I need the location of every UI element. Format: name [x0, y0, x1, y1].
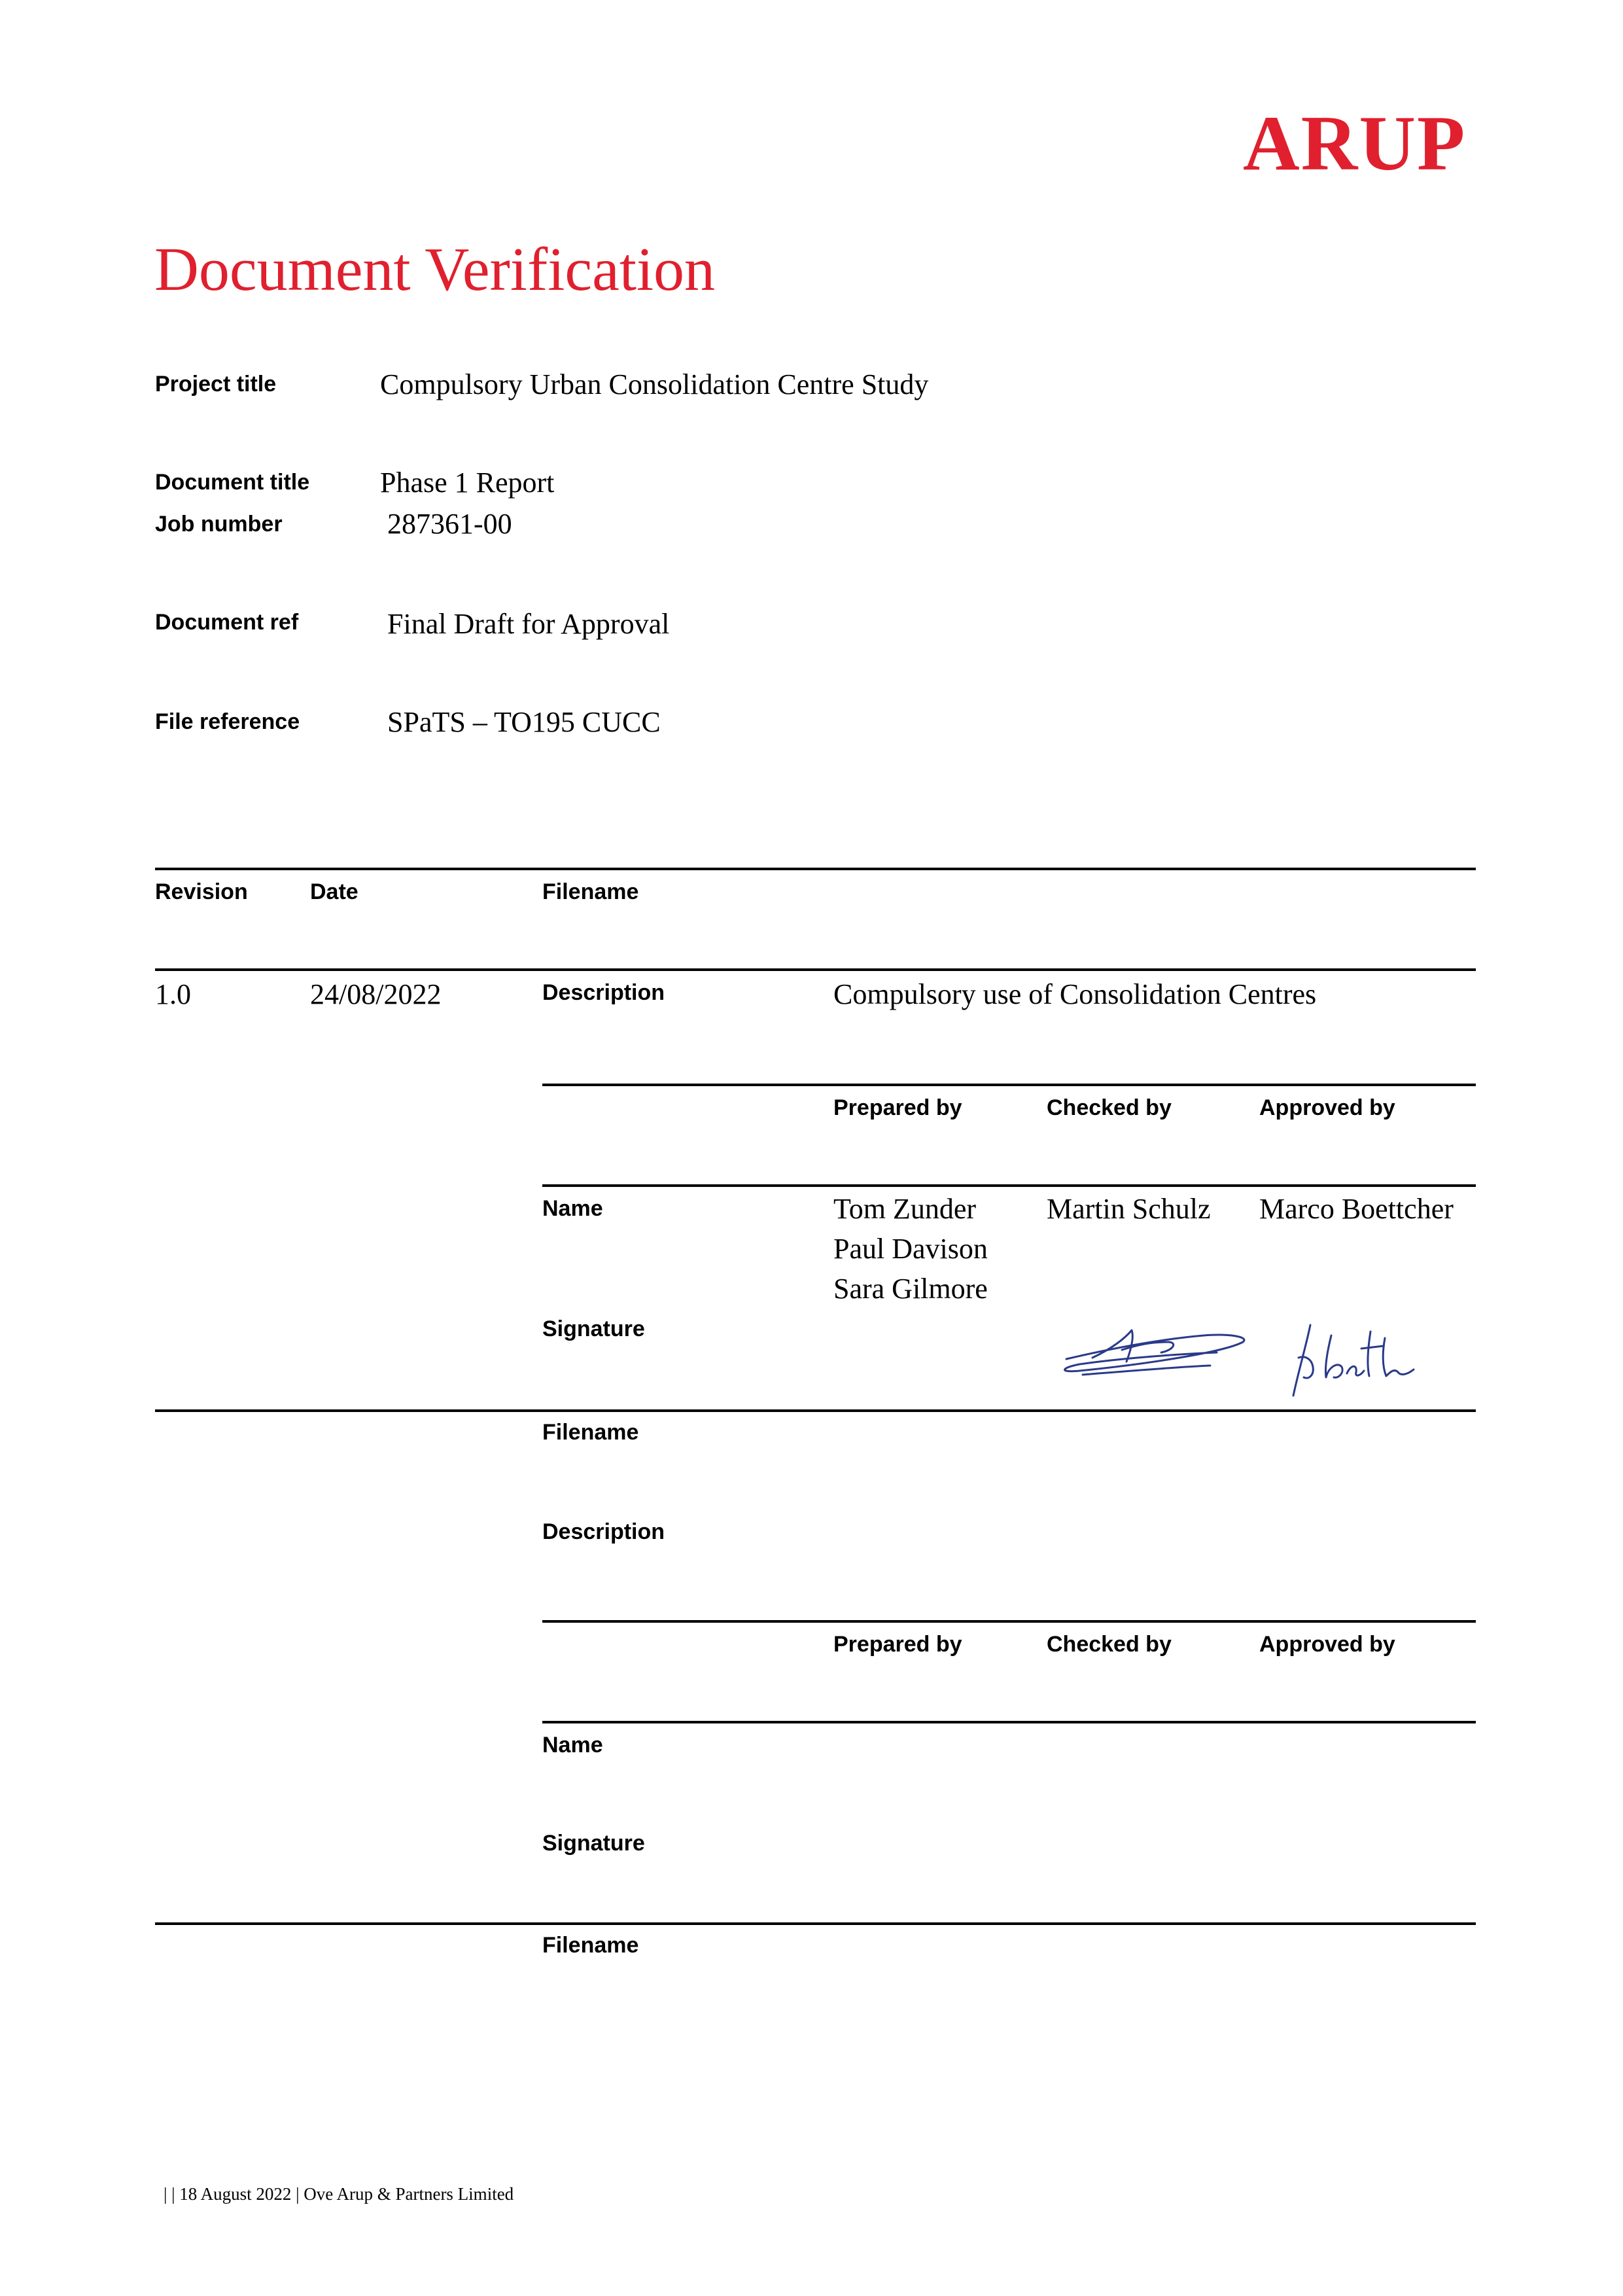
checker-signature-icon: [1053, 1312, 1256, 1384]
revision-1-name-label: Name: [542, 1196, 603, 1221]
job-number-label: Job number: [155, 512, 283, 537]
revision-2-signature-label: Signature: [542, 1831, 645, 1856]
arup-logo: ARUP: [1243, 99, 1467, 186]
revision-1-signature-label: Signature: [542, 1316, 645, 1341]
approver-signature-icon: [1279, 1312, 1429, 1404]
project-title-label: Project title: [155, 372, 277, 397]
revision-2-name-label: Name: [542, 1733, 603, 1757]
revision-2-description-label: Description: [542, 1519, 665, 1544]
document-title-label: Document title: [155, 470, 310, 495]
document-ref-value: Final Draft for Approval: [387, 608, 670, 640]
header-filename: Filename: [542, 879, 639, 904]
revision-2-checked-by-label: Checked by: [1047, 1632, 1172, 1657]
revision-3-filename-label: Filename: [542, 1933, 639, 1958]
job-number-value: 287361-00: [387, 508, 512, 540]
revision-2-filename-label: Filename: [542, 1420, 639, 1445]
revision-1-preparer-1: Tom Zunder: [833, 1193, 977, 1225]
revision-2-prepared-by-label: Prepared by: [833, 1632, 962, 1657]
revision-1-rule: [155, 968, 1476, 971]
revision-1-prepared-by-label: Prepared by: [833, 1095, 962, 1120]
project-title-value: Compulsory Urban Consolidation Centre Study: [380, 368, 929, 400]
header-revision: Revision: [155, 879, 248, 904]
header-date: Date: [310, 879, 358, 904]
file-reference-label: File reference: [155, 709, 300, 734]
table-top-rule: [155, 868, 1476, 870]
revision-1-preparer-2: Paul Davison: [833, 1233, 988, 1265]
page-title: Document Verification: [154, 236, 716, 304]
document-title-value: Phase 1 Report: [380, 467, 555, 499]
revision-1-number: 1.0: [155, 978, 191, 1010]
revision-1-description: Compulsory use of Consolidation Centres: [833, 978, 1317, 1010]
revision-1-description-label: Description: [542, 980, 665, 1005]
revision-1-roles-rule: [542, 1084, 1476, 1086]
document-ref-label: Document ref: [155, 610, 299, 635]
revision-1-approver: Marco Boettcher: [1259, 1193, 1454, 1225]
revision-2-approved-by-label: Approved by: [1259, 1632, 1395, 1657]
revision-1-date: 24/08/2022: [310, 978, 442, 1010]
revision-1-names-rule: [542, 1184, 1476, 1187]
revision-2-rule: [155, 1409, 1476, 1412]
revision-1-preparer-3: Sara Gilmore: [833, 1273, 988, 1305]
revision-2-roles-rule: [542, 1620, 1476, 1623]
revision-2-names-rule: [542, 1721, 1476, 1723]
revision-1-approved-by-label: Approved by: [1259, 1095, 1395, 1120]
revision-1-checked-by-label: Checked by: [1047, 1095, 1172, 1120]
revision-3-rule: [155, 1922, 1476, 1925]
file-reference-value: SPaTS – TO195 CUCC: [387, 706, 661, 738]
page-footer: | | 18 August 2022 | Ove Arup & Partners Limited: [164, 2184, 514, 2204]
revision-1-checker: Martin Schulz: [1047, 1193, 1211, 1225]
